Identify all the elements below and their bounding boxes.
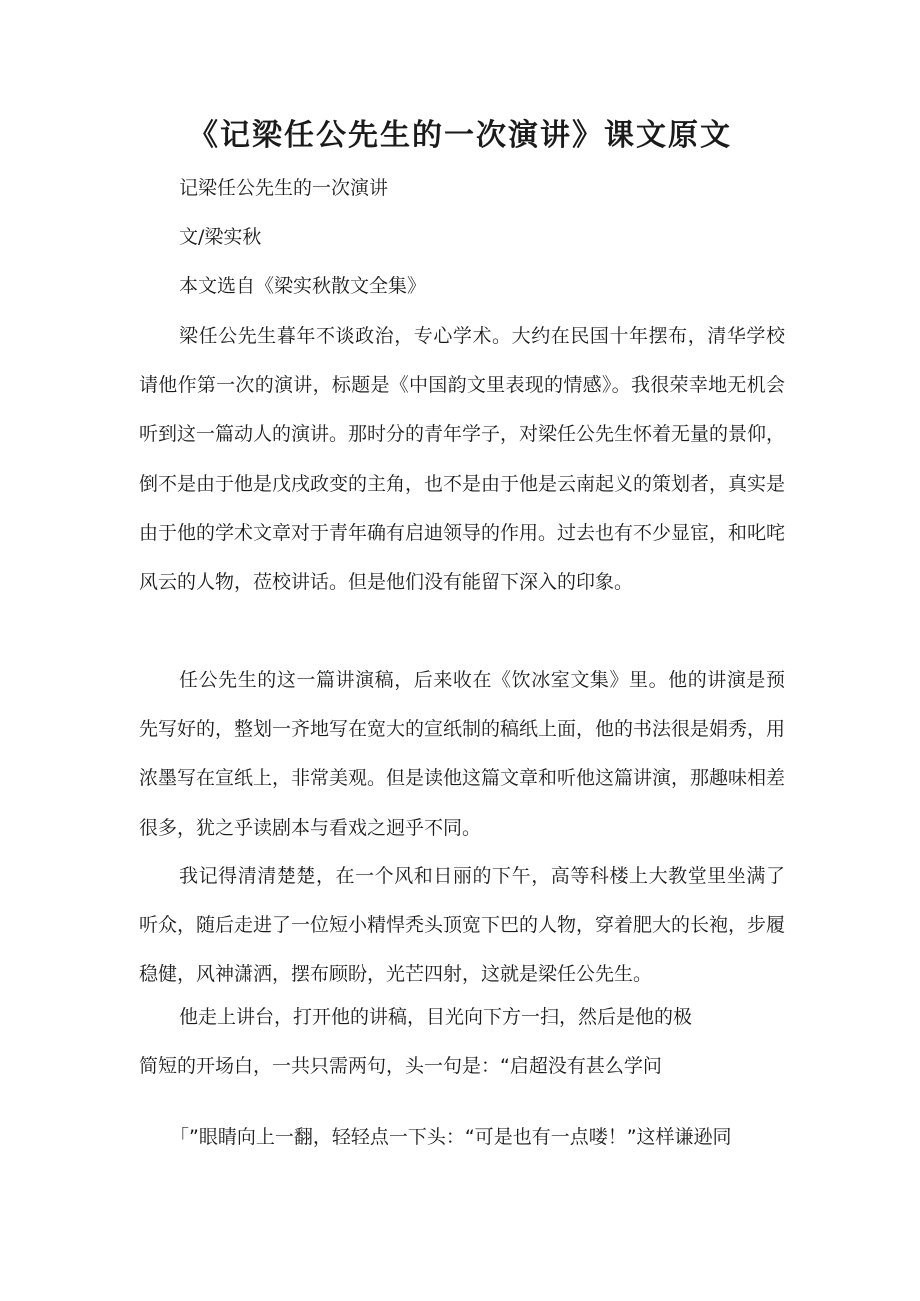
text-line: 他走上讲台，打开他的讲稿，目光向下方一扫，然后是他的极 (179, 1006, 693, 1028)
paragraph-1: 梁任公先生暮年不谈政治，专心学术。大约在民国十年摆布，清华学校请他作第一次的演讲，标题是《中国韵文里表现的情感》。我很荣幸地无机会听到这一篇动人的演讲。那时分的青年学子，对梁任公先生怀着无量的景仰，倒不是由于他是戊戌政变的主角，也不是由于他是云南起义的策划者，真实是由于他的学术文章对于青年确有启迪领导的作用。过去也有不少显宦，和叱咤风云的人物，莅校讲话。但是他们没有能留下深入的印象。 (139, 325, 786, 594)
author-line: 文/梁实秋 (179, 226, 262, 248)
paragraph-2: 任公先生的这一篇讲演稿，后来收在《饮冰室文集》里。他的讲演是预先写好的，整划一齐地写在宽大的宣纸制的稿纸上面，他的书法很是娟秀，用浓墨写在宣纸上，非常美观。但是读他这篇文章和听他这篇讲演，那趣味相差很多，犹之乎读剧本与看戏之迥乎不同。 (139, 669, 786, 839)
subtitle: 记梁任公先生的一次演讲 (179, 177, 389, 199)
text-line: 简短的开场白，一共只需两句，头一句是：“启超没有甚么学问 (139, 1055, 662, 1077)
paragraph-3: 我记得清清楚楚，在一个风和日丽的下午，高等科楼上大教堂里坐满了听众，随后走进了一位短小精悍秃头顶宽下巴的人物，穿着肥大的长袍，步履稳健，风神潇洒，摆布顾盼，光芒四射，这就是梁任公先生。 (139, 865, 786, 986)
source-line: 本文选自《梁实秋散文全集》 (179, 275, 427, 297)
page-title: 《记梁任公先生的一次演讲》课文原文 (188, 118, 732, 153)
text-line: 「”眼睛向上一翻，轻轻点一下头：“可是也有一点喽！”这样谦逊同 (170, 1126, 732, 1148)
